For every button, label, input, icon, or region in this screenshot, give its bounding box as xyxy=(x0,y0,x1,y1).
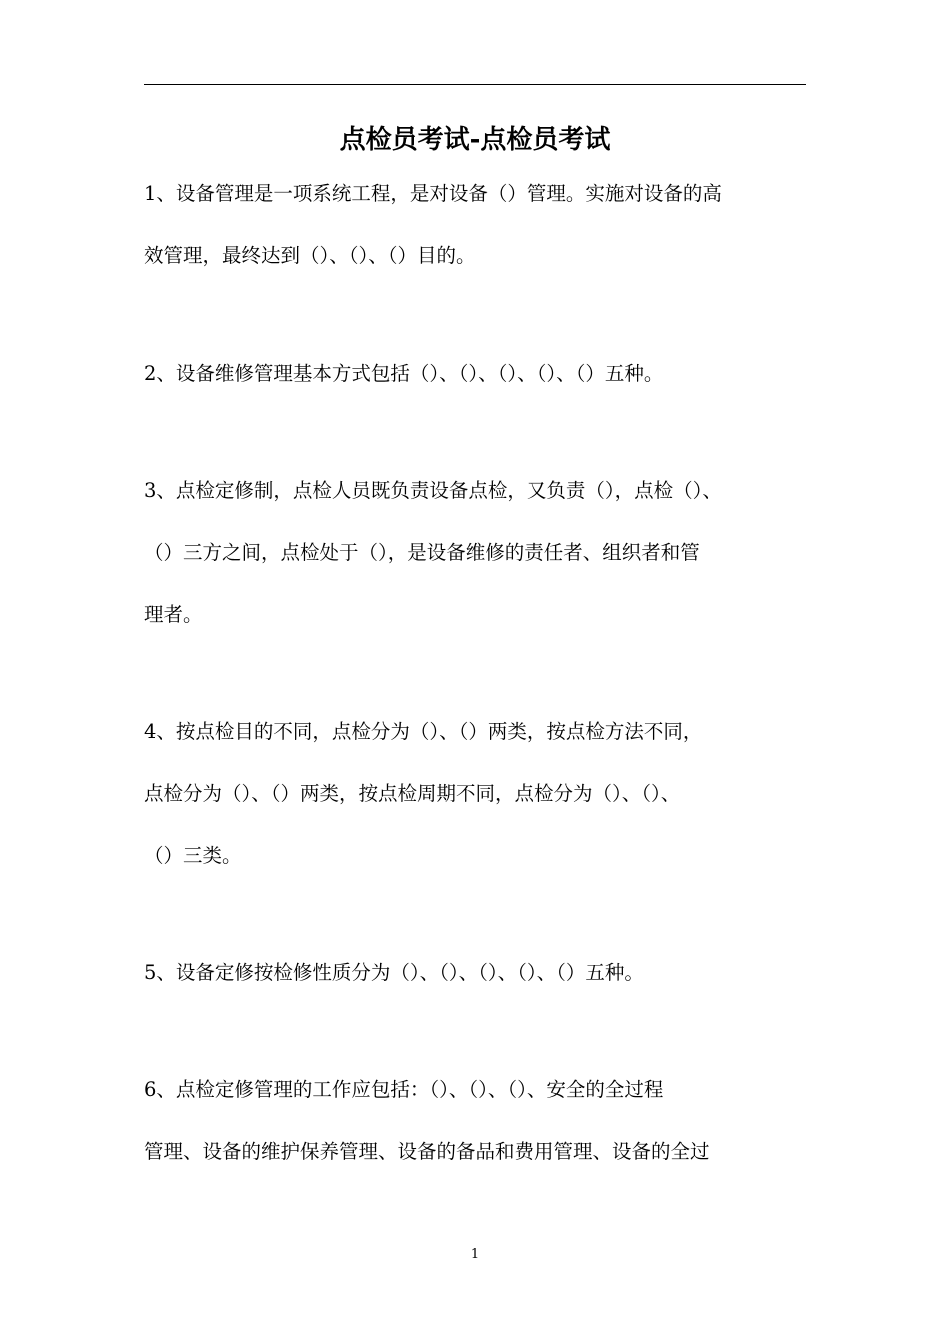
question-5-line-1: 5、设备定修按检修性质分为（）、（）、（）、（）、（）五种。 xyxy=(144,961,644,984)
question-4-line-2: 点检分为（）、（）两类，按点检周期不同，点检分为（）、（）、 xyxy=(144,782,681,805)
header-rule xyxy=(144,84,806,85)
page-number: 1 xyxy=(470,1247,480,1262)
question-3-line-2: （）三方之间，点检处于（），是设备维修的责任者、组织者和管 xyxy=(144,541,700,564)
question-2-line-1: 2、设备维修管理基本方式包括（）、（）、（）、（）、（）五种。 xyxy=(144,362,664,385)
document-title: 点检员考试-点检员考试 xyxy=(339,125,611,155)
question-1-line-1: 1、设备管理是一项系统工程，是对设备（）管理。实施对设备的高 xyxy=(144,182,722,205)
question-3-line-1: 3、点检定修制，点检人员既负责设备点检，又负责（），点检（）、 xyxy=(144,479,722,502)
question-4-line-3: （）三类。 xyxy=(144,844,242,867)
question-6-line-1: 6、点检定修管理的工作应包括：（）、（）、（）、安全的全过程 xyxy=(144,1078,664,1101)
question-3-line-3: 理者。 xyxy=(144,603,203,626)
question-4-line-1: 4、按点检目的不同，点检分为（）、（）两类，按点检方法不同， xyxy=(144,720,703,743)
question-1-line-2: 效管理，最终达到（）、（）、（）目的。 xyxy=(144,244,476,267)
question-6-line-2: 管理、设备的维护保养管理、设备的备品和费用管理、设备的全过 xyxy=(144,1140,710,1163)
